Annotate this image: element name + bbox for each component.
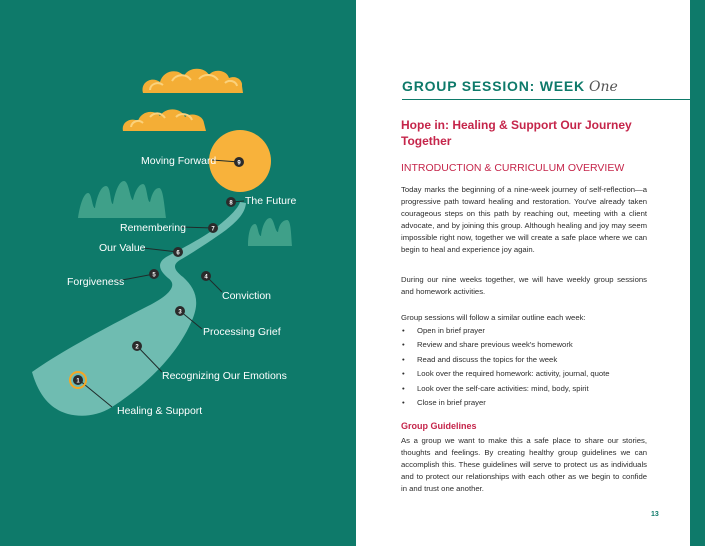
cloud-bottom <box>123 109 206 131</box>
svg-text:7: 7 <box>211 226 215 233</box>
step-label-1: Healing & Support <box>117 405 203 417</box>
session-title <box>402 78 618 95</box>
guidelines-heading: Group Guidelines <box>401 421 477 431</box>
cloud-top <box>143 69 243 93</box>
step-marker-5 <box>149 269 159 279</box>
intro-heading: INTRODUCTION & CURRICULUM OVERVIEW <box>401 162 625 174</box>
step-marker-7 <box>208 223 218 233</box>
step-label-2: Recognizing Our Emotions <box>162 370 287 382</box>
svg-text:4: 4 <box>204 274 208 281</box>
step-marker-2 <box>132 341 142 351</box>
step-marker-6 <box>173 247 183 257</box>
step-label-7: Remembering <box>120 222 186 234</box>
step-marker-4 <box>201 271 211 281</box>
session-outline-list <box>401 324 651 410</box>
list-item: • Look over the self-care activities: mind, body, spirit <box>401 382 651 396</box>
bushes-left <box>78 181 166 218</box>
page-edge-strip <box>690 0 705 546</box>
list-item: • Review and share previous week's homework <box>401 338 651 352</box>
winding-path <box>32 202 246 416</box>
session-week-script: One <box>588 79 618 95</box>
step-label-6: Our Value <box>99 242 146 254</box>
svg-text:9: 9 <box>237 160 241 167</box>
svg-text:6: 6 <box>176 250 180 257</box>
step-marker-8 <box>226 197 236 207</box>
intro-paragraph: Today marks the beginning of a nine-week journey of self-reflection—a progressive path toward healing and restoration. You've already taken courageous steps on this path by reaching out, meeting with a client advocate, and by joining this group. Although healing and joy may seem impossible right now, together we will create a safe place where we can begin to heal and experience joy again. <box>401 185 647 254</box>
list-item: • Open in brief prayer <box>401 324 651 338</box>
svg-text:5: 5 <box>152 272 156 279</box>
step-label-4: Conviction <box>222 290 272 302</box>
svg-text:8: 8 <box>229 200 233 207</box>
list-item: • Look over the required homework: activity, journal, quote <box>401 367 651 381</box>
outline-intro-paragraph: Group sessions will follow a similar outline each week: <box>401 313 586 322</box>
list-item: • Close in brief prayer <box>401 396 651 410</box>
svg-text:1: 1 <box>76 378 80 385</box>
bushes-right <box>248 218 292 246</box>
list-item: • Read and discuss the topics for the week <box>401 353 651 367</box>
session-subtitle: Hope in: Healing & Support Our Journey Together <box>401 118 632 148</box>
guidelines-paragraph: As a group we want to make this a safe place to share our stories, thoughts and feelings. By creating healthy group guidelines we can accomplish this. These guidelines will serve to protect us as individuals and to protect our relationships with each other as we begin to confide in and trust one another. <box>401 436 647 493</box>
step-label-5: Forgiveness <box>67 276 125 288</box>
step-label-3: Processing Grief <box>203 326 281 338</box>
schedule-paragraph: During our nine weeks together, we will have weekly group sessions and homework activities. <box>401 275 647 296</box>
step-marker-9 <box>234 157 244 167</box>
page-number: 13 <box>651 511 659 518</box>
step-marker-3 <box>175 306 185 316</box>
step-label-8: The Future <box>245 195 297 207</box>
step-label-9: Moving Forward <box>141 155 217 167</box>
session-title-text: GROUP SESSION: WEEK <box>402 78 585 94</box>
svg-text:3: 3 <box>178 309 182 316</box>
svg-text:2: 2 <box>135 344 139 351</box>
title-divider <box>402 99 690 100</box>
